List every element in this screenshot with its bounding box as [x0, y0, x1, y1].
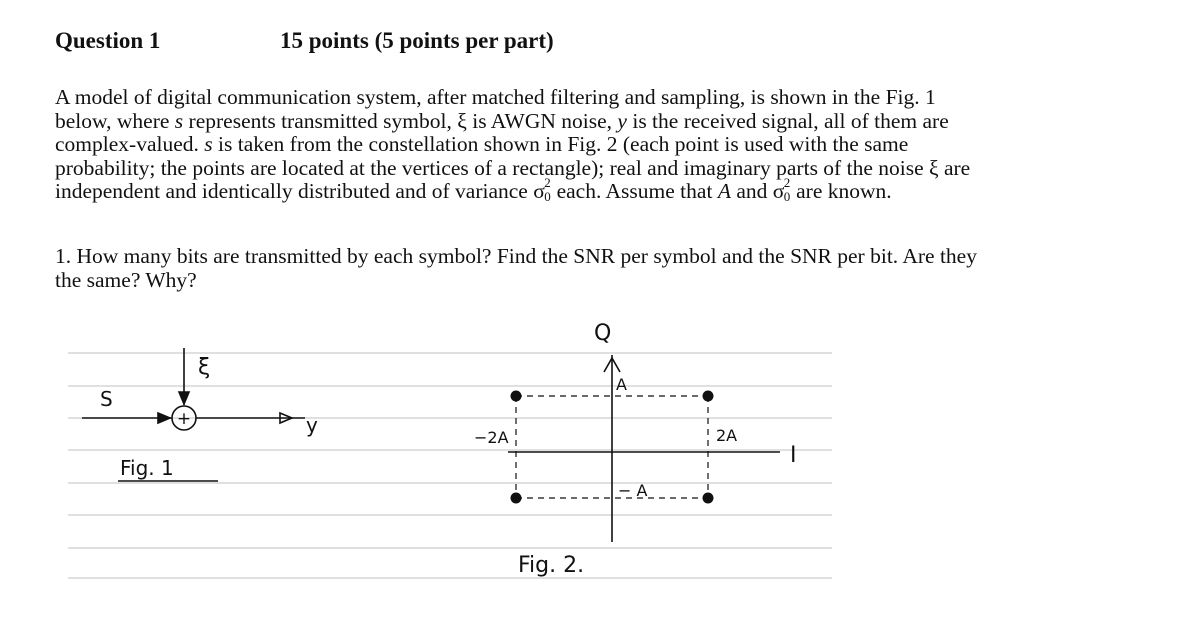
sigma-squared-zero: σ 2 0: [772, 175, 791, 205]
sigma-symbol: σ: [772, 179, 785, 204]
text-span: complex-valued.: [55, 132, 205, 157]
constellation-point: [511, 493, 522, 504]
xi-symbol: ξ: [929, 155, 939, 180]
output-label: y: [306, 413, 318, 437]
text-span: below, where: [55, 108, 175, 133]
constellation-point: [703, 493, 714, 504]
text-span: and: [730, 179, 773, 204]
text-span: are: [938, 155, 971, 180]
text-span: each. Assume that: [551, 179, 718, 204]
desc-line-1: A model of digital communication system, after matched filtering and sampling, is shown in the Fig. 1: [55, 85, 936, 109]
question-label: Question 1: [55, 28, 161, 53]
xi-symbol: ξ: [457, 108, 467, 133]
sigma-symbol: σ: [533, 179, 545, 204]
sigma-squared-zero: σ 2 0: [533, 175, 551, 205]
adder-plus: +: [176, 409, 192, 429]
text-span: is AWGN noise,: [466, 108, 618, 133]
desc-line-5: [55, 175, 1145, 205]
label-neg-2A: −2A: [474, 428, 509, 447]
handwritten-figure: [0, 310, 1194, 628]
figure-2: [508, 355, 780, 542]
label-2A: 2A: [716, 426, 738, 445]
var-s: s: [174, 108, 184, 133]
var-y: y: [617, 108, 627, 133]
points-label: 15 points (5 points per part): [280, 28, 554, 53]
desc-line-4: [55, 157, 1145, 181]
fig1-caption: Fig. 1: [120, 456, 174, 480]
constellation-point: [703, 391, 714, 402]
input-label: S: [100, 387, 113, 411]
q-axis-label: Q: [594, 321, 612, 346]
desc-line-3: [55, 133, 1145, 157]
noise-label: ξ: [198, 355, 211, 380]
fig2-caption: Fig. 2.: [518, 553, 585, 578]
label-A: A: [616, 375, 627, 394]
text-span: is the received signal, all of them are: [626, 108, 949, 133]
figure-1: [82, 348, 305, 481]
noise-arrowhead: [179, 392, 189, 404]
var-s: s: [204, 132, 213, 157]
desc-line-2: [55, 110, 1145, 134]
text-span: is taken from the constellation shown in Fig. 2 (each point is used with the same: [212, 132, 909, 157]
input-arrowhead: [158, 413, 170, 423]
problem-description: [55, 86, 1145, 204]
notebook-lines: [68, 353, 832, 578]
constellation-point: [511, 391, 522, 402]
i-axis-label: I: [790, 443, 797, 468]
text-span: independent and identically distributed and of variance: [55, 179, 534, 204]
text-span: are known.: [790, 179, 892, 204]
label-neg-A: − A: [618, 481, 648, 500]
text-span: represents transmitted symbol,: [183, 108, 458, 133]
question-part-1: [55, 245, 1145, 292]
var-A: A: [717, 179, 731, 204]
text-span: probability; the points are located at the vertices of a rectangle); real and imaginary parts of the noise: [55, 155, 929, 180]
part1-line-2: the same? Why?: [55, 267, 197, 292]
part1-line-1: 1. How many bits are transmitted by each symbol? Find the SNR per symbol and the SNR per bit. Are they: [55, 244, 977, 268]
